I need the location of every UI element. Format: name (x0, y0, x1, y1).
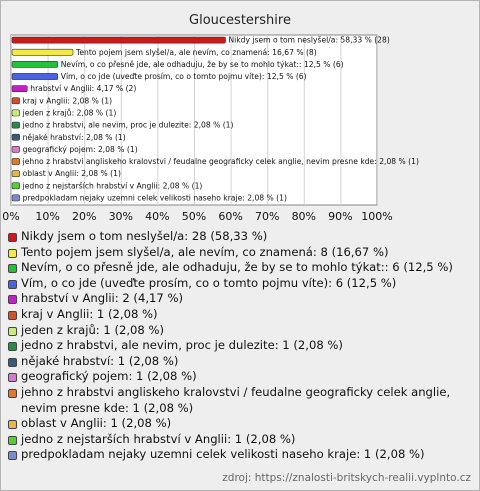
bar-data-label: geografický pojem: 2,08 % (1) (22, 144, 138, 154)
bar (12, 146, 20, 152)
legend (8, 229, 476, 463)
bar (12, 122, 20, 128)
legend-swatch (8, 389, 17, 398)
bar-data-label: Tento pojem jsem slyšel/a, ale nevím, co znamená: 16,67 % (8) (76, 47, 317, 57)
chart-title: Gloucestershire (189, 13, 291, 28)
legend-swatch (8, 358, 17, 367)
legend-swatch (8, 311, 17, 320)
legend-swatch (8, 342, 17, 351)
x-tick-label: 40% (145, 210, 170, 223)
x-tick-label: 80% (291, 210, 317, 223)
legend-swatch (8, 420, 17, 429)
legend-label: predpokladam nejaky uzemni celek velikosti naseho kraje: 1 (2,08 %) (21, 447, 425, 462)
x-tick-label: 30% (108, 210, 134, 223)
legend-item (8, 276, 476, 292)
bar (12, 37, 225, 43)
legend-label: kraj v Anglii: 1 (2,08 %) (21, 306, 158, 321)
bar-data-label: Nevím, o co přesně jde, ale odhaduju, že by se to mohlo týkat:: 12,5 % (6) (60, 59, 344, 69)
legend-label: jedno z hrabstvi, ale nevim, proc je dulezite: 1 (2,08 %) (21, 338, 343, 353)
bar-data-label: jeden z krajů: 2,08 % (1) (22, 108, 117, 118)
bar-data-label: kraj v Anglii: 2,08 % (1) (22, 96, 113, 106)
legend-item (8, 432, 476, 448)
x-tick-label: 60% (218, 210, 243, 223)
legend-item (8, 307, 476, 323)
bar-data-label: nějaké hrabství: 2,08 % (1) (22, 132, 126, 142)
bar (12, 195, 20, 201)
bar (12, 49, 73, 55)
legend-item (8, 338, 476, 354)
legend-swatch (8, 373, 17, 382)
legend-label: jedno z nejstarších hrabství v Anglii: 1 (2,08 %) (21, 431, 296, 446)
legend-item (8, 323, 476, 339)
bar-data-label: jedno z nejstarších hrabství v Anglii: 2,08 % (1) (22, 181, 203, 191)
legend-label: Nevím, o co přesně jde, ale odhaduju, že by se to mohlo týkat:: 6 (12,5 %) (21, 260, 453, 275)
bar-data-label: hrabství v Anglii: 4,17 % (2) (30, 84, 137, 94)
legend-label: hrabství v Anglii: 2 (4,17 %) (21, 291, 183, 306)
legend-label: geografický pojem: 1 (2,08 %) (21, 369, 197, 384)
x-tick-label: 50% (181, 210, 207, 223)
bar (12, 134, 20, 140)
x-tick-label: 20% (71, 210, 97, 223)
legend-label: Vím, o co jde (uveďte prosím, co o tomto pojmu víte): 6 (12,5 %) (21, 275, 397, 290)
source-credit: zdroj: https://znalosti-britskych-realii.vyplnto.cz (222, 472, 471, 484)
legend-swatch (8, 436, 17, 445)
bar-data-label: Nikdy jsem o tom neslyšel/a: 58,33 % (28) (228, 35, 390, 45)
legend-swatch (8, 264, 17, 273)
legend-label: jeden z krajů: 1 (2,08 %) (21, 322, 165, 337)
legend-item (8, 354, 476, 370)
legend-item (8, 447, 476, 463)
x-tick-label: 100% (361, 210, 393, 223)
legend-item (8, 385, 476, 416)
legend-label: nějaké hrabství: 1 (2,08 %) (21, 353, 179, 368)
legend-swatch (8, 327, 17, 336)
bar-data-label: jedno z hrabstvi, ale nevim, proc je dulezite: 2,08 % (1) (22, 120, 234, 130)
legend-item (8, 369, 476, 385)
bar (12, 98, 20, 104)
bar-data-label: jehno z hrabstvi angliskeho kralovstvi / feudalne geograficky celek anglie, nevim presne kde: 2,08 % (1) (22, 157, 419, 167)
x-tick-label: 0% (2, 210, 20, 223)
legend-item (8, 416, 476, 432)
legend-item (8, 260, 476, 276)
bar (12, 86, 27, 92)
legend-swatch (8, 280, 17, 289)
legend-item (8, 291, 476, 307)
bar-data-label: oblast v Anglii: 2,08 % (1) (22, 169, 121, 179)
legend-item (8, 245, 476, 261)
legend-swatch (8, 249, 17, 258)
legend-label: oblast v Anglii: 1 (2,08 %) (21, 416, 172, 431)
bar (12, 61, 58, 67)
bar-data-label: predpokladam nejaky uzemni celek velikosti naseho kraje: 2,08 % (1) (22, 193, 287, 203)
bar-data-label: Vím, o co jde (uveďte prosím, co o tomto pojmu víte): 12,5 % (6) (60, 72, 307, 82)
bar (12, 110, 20, 116)
bar (12, 73, 58, 79)
legend-swatch (8, 233, 17, 242)
legend-label: Nikdy jsem o tom neslyšel/a: 28 (58,33 %) (21, 229, 268, 243)
bar (12, 183, 20, 189)
plot-area (1, 1, 479, 229)
x-tick-label: 10% (35, 210, 60, 223)
legend-swatch (8, 295, 17, 304)
x-tick-label: 90% (328, 210, 353, 223)
legend-swatch (8, 451, 17, 460)
legend-label: jehno z hrabstvi angliskeho kralovstvi / feudalne geograficky celek anglie, nevim presne kde: 1 (2,08 %) (21, 384, 451, 415)
bar (12, 171, 20, 177)
bar (12, 158, 20, 164)
legend-item (8, 229, 476, 245)
legend-label: Tento pojem jsem slyšel/a, ale nevím, co znamená: 8 (16,67 %) (21, 244, 389, 259)
x-tick-label: 70% (254, 210, 280, 223)
